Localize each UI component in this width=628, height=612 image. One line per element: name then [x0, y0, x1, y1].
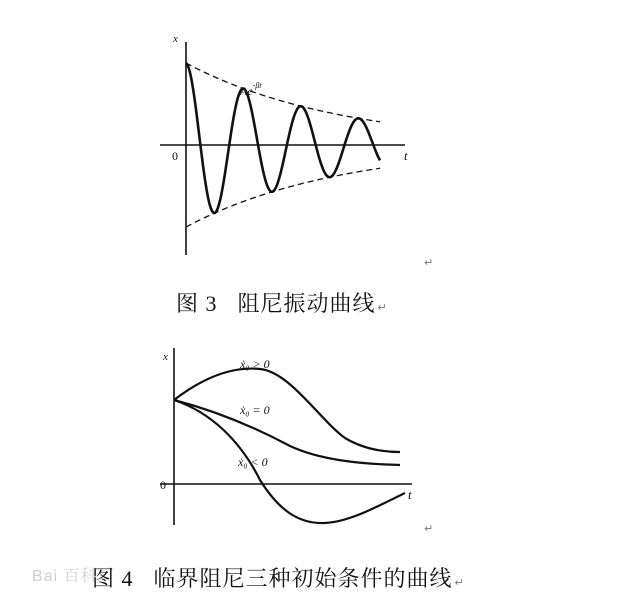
- fig3-t-label: t: [404, 148, 408, 163]
- fig3-envelope-base: Ae: [240, 84, 253, 98]
- return-mark: ↵: [377, 301, 388, 314]
- baidu-watermark: Bai 百科: [32, 568, 98, 585]
- figure-4-caption: [92, 562, 465, 593]
- fig4-curve-zero-velocity: [174, 400, 400, 465]
- fig4-label-negative: ẋ₀ < 0: [238, 455, 268, 469]
- fig3-envelope-exponent: -βt: [252, 81, 262, 90]
- figure-4-caption-text: 临界阻尼三种初始条件的曲线: [153, 567, 453, 592]
- return-mark: ↵: [454, 576, 465, 589]
- figure-4-number: 图 4: [92, 566, 134, 591]
- figure-4-critical-damping: [160, 348, 412, 525]
- fig4-label-zero: ẋ₀ = 0: [240, 403, 270, 417]
- fig3-envelope-upper: [186, 63, 380, 122]
- fig3-origin-label: 0: [172, 149, 178, 163]
- fig3-x-label: x: [173, 33, 178, 45]
- figure-3-number: 图 3: [176, 291, 218, 316]
- fig4-origin-label: 0: [160, 478, 166, 492]
- return-mark: ↵: [424, 256, 434, 269]
- fig3-oscillation-curve: [186, 63, 380, 213]
- fig3-envelope-label: [239, 81, 262, 98]
- fig4-label-positive: ẋ₀ > 0: [240, 357, 270, 371]
- fig4-curve-negative-velocity: [174, 400, 405, 523]
- figure-3-damped-oscillation: [160, 33, 408, 255]
- figure-3-caption: [176, 287, 388, 318]
- return-mark: ↵: [424, 522, 434, 535]
- fig3-envelope-lower: [186, 168, 380, 227]
- figure-3-caption-text: 阻尼振动曲线: [237, 292, 376, 317]
- fig4-x-label: x: [163, 351, 168, 363]
- fig4-t-label: t: [408, 487, 412, 502]
